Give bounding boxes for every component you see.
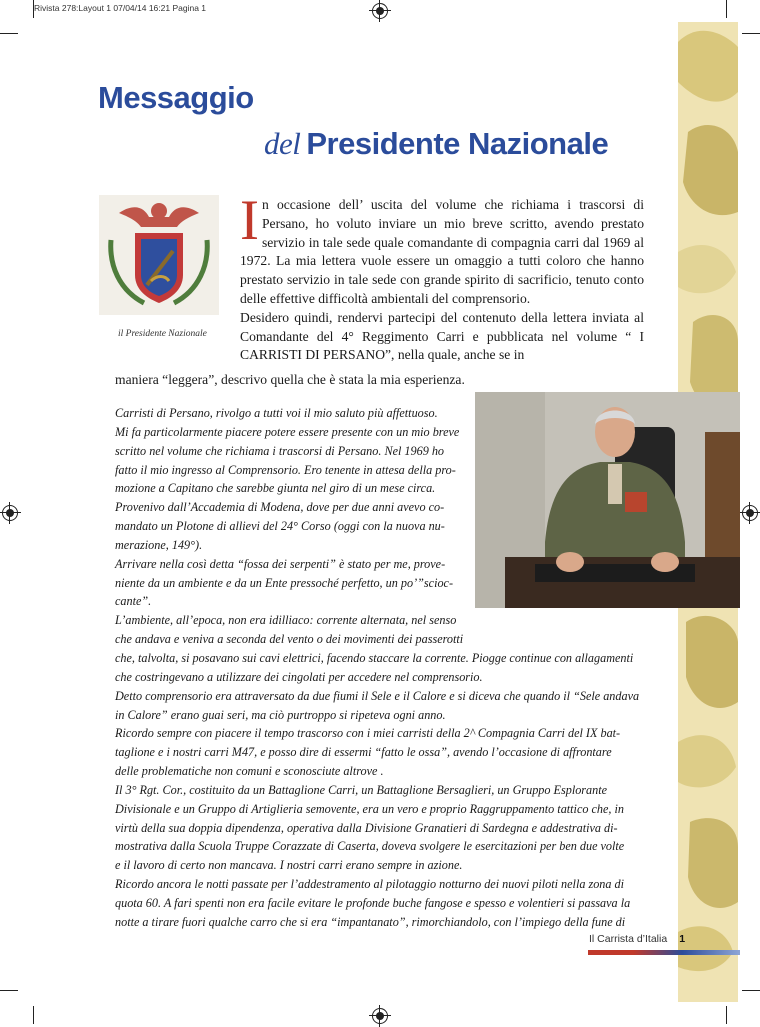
crop-mark [0, 33, 18, 34]
letter-line: fatto il mio ingresso al Comprensorio. Ero tenente in attesa della pro- [115, 462, 456, 477]
registration-mark-icon [372, 1008, 388, 1024]
crop-mark [33, 0, 34, 18]
letter-line: merazione, 149°). [115, 537, 203, 552]
registration-mark-icon [2, 505, 18, 521]
letter-line: che, talvolta, si posavano sui cavi elettrici, facendo staccare la corrente. Piogge continue con allagamenti [115, 650, 634, 665]
letter-line: mandato un Plotone di allievi del 24° Corso (oggi con la nuova nu- [115, 519, 445, 534]
letter-line: notte a tirare fuori qualche carro che si era “impantanato”, rimorchiandolo, con l’impiego della fune di [115, 914, 626, 929]
crop-mark [726, 1006, 727, 1024]
letter-line: Arrivare nella così detta “fossa dei serpenti” è stato per me, prove- [115, 556, 446, 571]
drop-cap: I [240, 189, 259, 252]
print-slug: Rivista 278:Layout 1 07/04/14 16:21 Pagina 1 [34, 3, 207, 13]
title-presidente: Presidente Nazionale [306, 126, 609, 161]
letter-line: che costringevano a utilizzare dei cingolati per accedere nel comprensorio. [115, 669, 483, 684]
title-del: del [264, 126, 301, 161]
intro-paragraph-2: Desidero quindi, rendervi partecipi del contenuto della lettera inviata al Comandante del 4° Reggimento Carri e pubblicata nel volume “ I CARRISTI DI PERSANO”, nella quale, anche se in [240, 309, 644, 363]
letter-line: L’ambiente, all’epoca, non era idilliaco: corrente alternata, nel senso [115, 613, 457, 628]
letter-text [115, 404, 645, 932]
letter-line: mostrativa dalla Scuola Truppe Corazzate di Caserta, doveva svolgere le esercitazioni per ben due volte [115, 839, 625, 854]
footer-color-bar [588, 950, 740, 955]
letter-line: Divisionale e un Gruppo di Artiglieria semovente, era un vero e proprio Raggruppamento tattico che, in [115, 801, 624, 816]
intro-paragraph-1: n occasione dell’ uscita del volume che richiama i trascorsi di Persano, ho voluto inviare un mio breve scritto, avendo prestato servizio in tale sede quale comandante di compagnia carri dal 1969 al 1972. La mia lettera vuole essere un omaggio a tutti coloro che hanno prestato servizio in tale sede con grande spirito di sacrificio, tenuto conto delle effettive difficoltà ambientali del comprensorio. [240, 197, 644, 306]
crest-caption: il Presidente Nazionale [118, 329, 207, 339]
letter-line: quota 60. A fari spenti non era facile evitare le profonde buche fangose e spesso e volentieri si passava la [115, 895, 631, 910]
intro-text [240, 189, 644, 365]
letter-line: virtù della sua doppia dipendenza, operativa dalla Divisione Granatieri di Sardegna e addestrativa di- [115, 820, 618, 835]
registration-mark-icon [742, 505, 758, 521]
intro-paragraph-2-end: maniera “leggera”, descrivo quella che è stata la mia esperienza. [115, 372, 465, 387]
letter-line: niente da un ambiente e da un Ente pressoché perfetto, un po’”scioc- [115, 575, 454, 590]
letter-line: taglione e i nostri carri M47, e posso dire di essermi “fatto le ossa”, avendo l’occasione di affrontare [115, 745, 612, 760]
association-crest-icon [99, 195, 219, 315]
letter-line: Ricordo sempre con piacere il tempo trascorso con i miei carristi della 2^ Compagnia Carri del IX bat- [115, 726, 621, 741]
letter-line: scritto nel volume che richiama i trascorsi di Persano. Nel 1969 ho [115, 443, 445, 458]
page-title-line2 [264, 126, 608, 162]
crop-mark [742, 33, 760, 34]
crop-mark [33, 1006, 34, 1024]
page-title-line1: Messaggio [98, 80, 254, 115]
letter-line: Il 3° Rgt. Cor., costituito da un Battaglione Carri, un Battaglione Bersaglieri, un Gruppo Esplorante [115, 782, 608, 797]
page-footer [589, 933, 685, 945]
letter-line: delle problematiche non comuni e sconosciute altrove . [115, 764, 384, 779]
crop-mark [0, 990, 18, 991]
letter-line: e il lavoro di certo non mancava. I nostri carri erano sempre in azione. [115, 858, 463, 873]
registration-mark-icon [372, 3, 388, 19]
letter-line: mozione a Capitano che sarebbe giunta nel giro di un mese circa. [115, 481, 436, 496]
magazine-name: Il Carrista d’Italia [589, 933, 668, 945]
crop-mark [742, 990, 760, 991]
letter-line: Carristi di Persano, rivolgo a tutti voi il mio saluto più affettuoso. [115, 406, 438, 420]
crop-mark [726, 0, 727, 18]
letter-line: che andava e veniva a seconda del vento o dei movimenti dei passerotti [115, 632, 464, 647]
letter-line: Provenivo dall’Accademia di Modena, dove per due anni avevo co- [115, 500, 445, 515]
letter-line: Ricordo ancora le notti passate per l’addestramento al pilotaggio notturno dei nuovi piloti nella zona di [115, 877, 625, 892]
letter-line: Mi fa particolarmente piacere potere essere presente con un mio breve [115, 424, 460, 439]
letter-line: cante”. [115, 594, 152, 609]
page-number: 1 [679, 933, 686, 945]
letter-line: Detto comprensorio era attraversato da due fiumi il Sele e il Calore e si diceva che quando il “Sele andava [115, 688, 640, 703]
letter-line: in Calore” erano guai seri, ma ciò purtroppo si ripeteva ogni anno. [115, 707, 446, 722]
